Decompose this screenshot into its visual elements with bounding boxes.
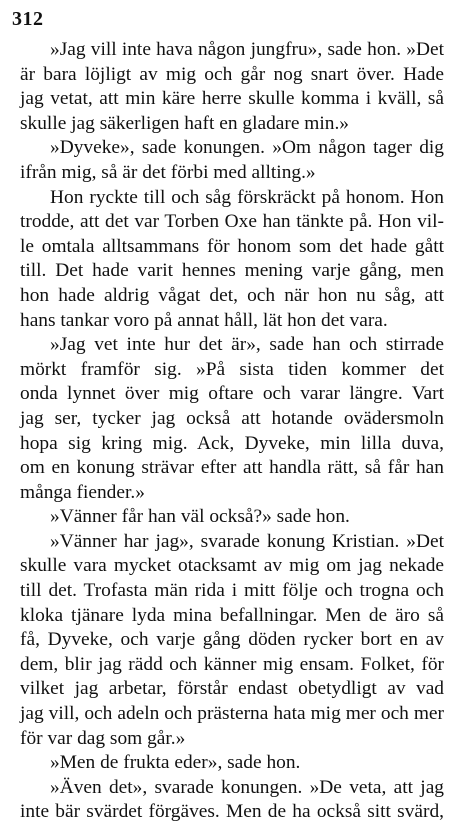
text-line: »Vänner har jag», svarade konung Kristian. »Det (50, 530, 444, 552)
text-line: dem, blir jag rädd och känner mig ensam. Folket, för (20, 653, 444, 675)
text-line: för var dag som går.» (20, 727, 186, 749)
text-line: till det. Trofasta män rida i mitt följe och trogna och (20, 580, 444, 602)
text-line: Hon ryckte till och såg förskräckt på honom. Hon (50, 186, 444, 208)
text-line: till. Det hade varit hennes mening varje gång, men (20, 260, 444, 282)
text-line: är bara löjligt av mig och går nog snart över. Hade (20, 63, 444, 85)
text-line: »Jag vet inte hur det är», sade han och stirrade (50, 334, 444, 356)
text-line: vilket jag arbetar, förstår endast obetydligt av vad (20, 678, 444, 700)
text-line: kloka tjänare lyda mina befallningar. Men de äro så (20, 604, 444, 626)
text-line: jag ser, tycker jag också att hotande ovädersmoln (20, 407, 444, 429)
text-line: få, Dyveke, och varje gång döden rycker bort en av (20, 629, 444, 651)
text-line: »Vänner får han väl också?» sade hon. (50, 506, 350, 528)
text-line: skulle jag säkerligen haft en gladare min.» (20, 112, 349, 134)
text-line: många fiender.» (20, 481, 145, 503)
text-line: hans tankar voro på annat håll, lät hon det vara. (20, 309, 388, 331)
text-line: hopa sig kring mig. Ack, Dyveke, min lilla duva, (20, 432, 444, 454)
text-line: »Dyveke», sade konungen. »Om någon tager dig (50, 137, 444, 159)
page-number: 312 (12, 8, 44, 30)
text-line: inte bär svärdet förgäves. Men de ha också sitt svärd, (20, 801, 444, 823)
text-line: »Men de frukta eder», sade hon. (50, 752, 301, 774)
text-line: ifrån mig, så är det förbi med allting.» (20, 161, 316, 183)
text-line: hon hade aldrig vågat det, och när hon nu såg, att (20, 284, 444, 306)
text-line: »Jag vill inte hava någon jungfru», sade hon. »Det (50, 39, 444, 60)
text-line: jag vetat, att min käre herre skulle komma i kväll, så (20, 88, 444, 110)
text-line: trodde, att det var Torben Oxe han tänkte på. Hon vil- (20, 211, 444, 233)
body-text (20, 38, 444, 825)
text-line: om en konung strävar efter att handla rätt, så får han (20, 457, 444, 479)
text-line: jag vill, och adeln och prästerna hata mig mer och mer (20, 703, 444, 725)
text-line: mörkt framför sig. »På sista tiden kommer det (20, 358, 444, 380)
text-line: »Även det», svarade konungen. »De veta, att jag (50, 776, 444, 798)
text-line: skulle vara mycket otacksamt av mig om jag nekade (20, 555, 444, 577)
text-line: le omtala alltsammans för honom som det hade gått (20, 235, 444, 257)
text-line: onda lynnet över mig oftare och varar längre. Vart (20, 383, 444, 405)
